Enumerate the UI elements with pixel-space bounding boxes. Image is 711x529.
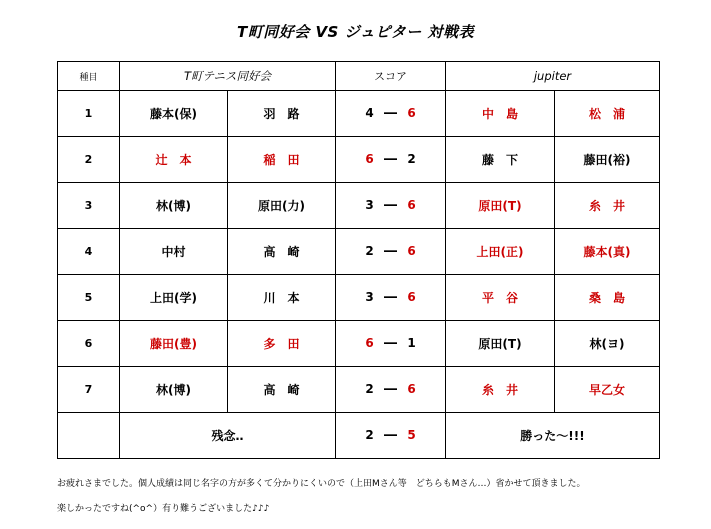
team-a-player-2: 高 崎 [228, 367, 336, 413]
match-score [336, 367, 446, 413]
team-a-player-1: 藤田(豊) [120, 321, 228, 367]
score-dash: ― [384, 152, 397, 167]
team-b-player-1: 原田(T) [446, 183, 555, 229]
table-row [58, 137, 660, 183]
score-dash: ― [384, 198, 397, 213]
team-a-player-1: 藤本(保) [120, 91, 228, 137]
team-a-player-1: 林(博) [120, 183, 228, 229]
team-a-player-2: 多 田 [228, 321, 336, 367]
score-dash: ― [384, 428, 397, 443]
table-row [58, 367, 660, 413]
match-number: 1 [58, 91, 120, 137]
header-score: スコア [336, 62, 446, 91]
header-event: 種目 [58, 62, 120, 91]
team-b-player-1: 糸 井 [446, 367, 555, 413]
match-score [336, 137, 446, 183]
footer-note-2: 楽しかったですね(^o^）有り難うございました♪♪♪ [57, 504, 270, 514]
team-b-player-1: 中 島 [446, 91, 555, 137]
match-score [336, 229, 446, 275]
team-b-player-2: 桑 島 [555, 275, 660, 321]
score-left: 2 [365, 428, 374, 442]
score-left: 2 [365, 244, 374, 258]
team-a-player-2: 稲 田 [228, 137, 336, 183]
match-score [336, 91, 446, 137]
score-table [57, 61, 660, 459]
total-row [58, 413, 660, 459]
match-number: 6 [58, 321, 120, 367]
header-team-a: T町テニス同好会 [120, 62, 336, 91]
score-left: 6 [365, 152, 374, 166]
team-a-player-2: 羽 路 [228, 91, 336, 137]
score-right: 6 [407, 244, 416, 258]
score-right: 2 [407, 152, 416, 166]
score-left: 6 [365, 336, 374, 350]
table-row [58, 321, 660, 367]
score-right: 6 [407, 198, 416, 212]
match-number: 7 [58, 367, 120, 413]
team-a-player-1: 上田(学) [120, 275, 228, 321]
score-dash: ― [384, 336, 397, 351]
score-right: 6 [407, 106, 416, 120]
table-row [58, 183, 660, 229]
match-number: 5 [58, 275, 120, 321]
team-a-player-1: 辻 本 [120, 137, 228, 183]
table-row [58, 229, 660, 275]
team-a-player-2: 原田(力) [228, 183, 336, 229]
match-score [336, 275, 446, 321]
table-row [58, 91, 660, 137]
total-comment-b: 勝った～!!! [446, 413, 660, 459]
match-number: 3 [58, 183, 120, 229]
score-dash: ― [384, 244, 397, 259]
total-empty-cell [58, 413, 120, 459]
score-right: 5 [407, 428, 416, 442]
table-row [58, 275, 660, 321]
total-score [336, 413, 446, 459]
match-number: 4 [58, 229, 120, 275]
team-b-player-1: 原田(T) [446, 321, 555, 367]
team-a-player-1: 中村 [120, 229, 228, 275]
total-comment-a: 残念‥ [120, 413, 336, 459]
match-score [336, 321, 446, 367]
score-left: 4 [365, 106, 374, 120]
team-a-player-1: 林(博) [120, 367, 228, 413]
table-header-row [58, 62, 660, 91]
team-b-player-2: 糸 井 [555, 183, 660, 229]
team-a-player-2: 川 本 [228, 275, 336, 321]
footer-note-1: お疲れさまでした。個人成績は同じ名字の方が多くて分かりにくいので（上田Mさん等 どちらもMさん…）省かせて頂きました。 [57, 479, 586, 489]
header-team-b: jupiter [446, 62, 660, 91]
team-b-player-2: 松 浦 [555, 91, 660, 137]
score-right: 6 [407, 290, 416, 304]
team-a-player-2: 高 崎 [228, 229, 336, 275]
score-right: 6 [407, 382, 416, 396]
team-b-player-1: 上田(正) [446, 229, 555, 275]
score-left: 3 [365, 290, 374, 304]
team-b-player-2: 早乙女 [555, 367, 660, 413]
team-b-player-2: 林(ヨ) [555, 321, 660, 367]
match-number: 2 [58, 137, 120, 183]
score-dash: ― [384, 290, 397, 305]
team-b-player-2: 藤田(裕) [555, 137, 660, 183]
score-right: 1 [407, 336, 416, 350]
score-left: 2 [365, 382, 374, 396]
score-dash: ― [384, 382, 397, 397]
page-title: T町同好会 VS ジュピター 対戦表 [236, 23, 474, 41]
score-dash: ― [384, 106, 397, 121]
score-left: 3 [365, 198, 374, 212]
match-score [336, 183, 446, 229]
team-b-player-2: 藤本(真) [555, 229, 660, 275]
team-b-player-1: 藤 下 [446, 137, 555, 183]
team-b-player-1: 平 谷 [446, 275, 555, 321]
